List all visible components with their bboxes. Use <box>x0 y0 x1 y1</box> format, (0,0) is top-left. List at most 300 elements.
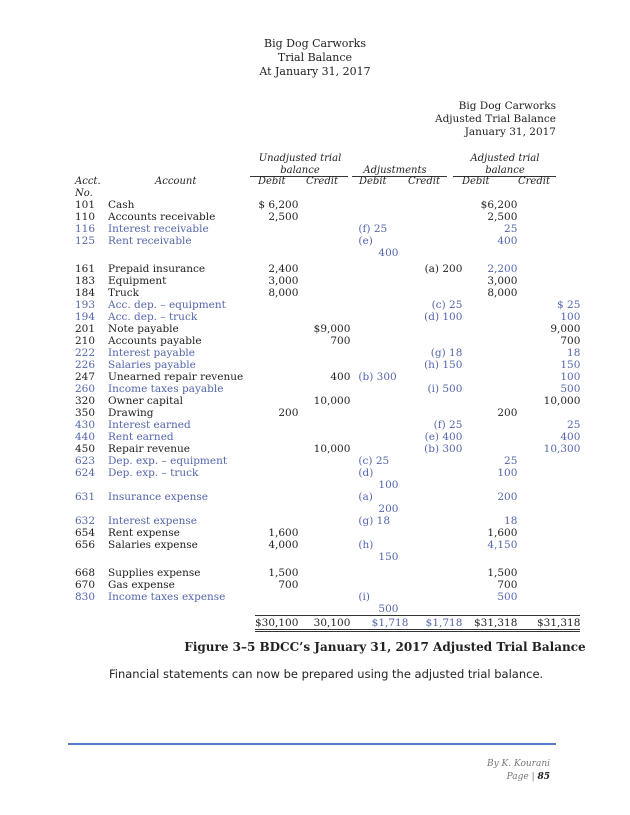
acct-number-value: 222 <box>75 347 96 359</box>
adjusted-credit <box>517 455 580 467</box>
table-row <box>75 275 580 287</box>
unadjusted-credit <box>298 335 350 347</box>
adjusted-debit <box>462 199 517 211</box>
adjustment-credit <box>408 323 462 335</box>
table-row <box>75 443 580 455</box>
adjusted-debit <box>462 567 517 579</box>
adjustment-debit-amount: 100 <box>378 479 399 491</box>
unadjusted-debit <box>255 371 298 383</box>
adjustment-credit-value: (f) 25 <box>433 419 463 431</box>
adjusted-credit <box>517 515 580 527</box>
footer-rule <box>68 743 556 745</box>
adjusted-credit <box>517 211 580 223</box>
unadjusted-debit-value: 4,000 <box>268 539 299 551</box>
adjustment-credit-value: (b) 300 <box>424 443 463 455</box>
acct-number <box>75 455 108 467</box>
acct-number <box>75 527 108 539</box>
unadjusted-credit <box>298 419 350 431</box>
adjusted-debit <box>462 539 517 563</box>
adjustment-credit <box>408 407 462 419</box>
col-unadj-credit: Credit <box>306 176 338 187</box>
account-name <box>108 311 255 323</box>
unadjusted-credit-value: 10,000 <box>313 395 351 407</box>
account-name <box>108 335 255 347</box>
unadjusted-credit <box>298 263 350 275</box>
adjustment-debit <box>350 287 408 299</box>
adjusted-debit-value: 500 <box>497 591 518 603</box>
col-account: Account <box>155 176 197 187</box>
unadjusted-credit <box>298 455 350 467</box>
adjusted-credit-value: 400 <box>560 431 581 443</box>
adjusted-credit <box>517 287 580 299</box>
adjusted-title: Adjusted Trial Balance <box>435 113 556 125</box>
adjustment-debit-value: (b) 300 <box>358 371 397 383</box>
account-name-value: Accounts receivable <box>108 211 216 223</box>
table-row <box>75 515 580 527</box>
adjusted-debit <box>462 527 517 539</box>
acct-number-value: 201 <box>75 323 96 335</box>
adjustment-credit <box>408 335 462 347</box>
adjusted-debit-value: 3,000 <box>487 275 518 287</box>
acct-number <box>75 491 108 515</box>
adjusted-debit-value: 2,500 <box>487 211 518 223</box>
account-name <box>108 395 255 407</box>
unadjusted-credit <box>298 407 350 419</box>
total-adjusted-debit <box>462 616 517 631</box>
acct-number-value: 631 <box>75 491 96 503</box>
adjustment-credit-value: (i) 500 <box>427 383 463 395</box>
adjusted-debit <box>462 263 517 275</box>
adjustment-debit <box>350 443 408 455</box>
acct-number-value: 260 <box>75 383 96 395</box>
unadjusted-credit-value: 700 <box>330 335 351 347</box>
adjustment-credit <box>408 383 462 395</box>
account-name <box>108 491 255 515</box>
adjustment-debit-value: (d) <box>358 467 374 479</box>
total-unadjusted-credit <box>298 616 350 631</box>
unadjusted-debit-value: 3,000 <box>268 275 299 287</box>
unadjusted-debit <box>255 419 298 431</box>
trial-balance-table <box>75 199 580 632</box>
adjustment-credit-value: (a) 200 <box>424 263 463 275</box>
adjusted-debit <box>462 383 517 395</box>
adjustment-credit <box>408 263 462 275</box>
unadjusted-credit <box>298 299 350 311</box>
unadjusted-debit <box>255 431 298 443</box>
col-adjusted-credit: Credit <box>518 176 550 187</box>
adjusted-debit-value: 25 <box>504 223 518 235</box>
unadjusted-credit <box>298 311 350 323</box>
acct-number <box>75 359 108 371</box>
unadjusted-credit <box>298 527 350 539</box>
adjustment-credit <box>408 371 462 383</box>
account-name <box>108 455 255 467</box>
adjusted-credit <box>517 443 580 455</box>
acct-number-value: 440 <box>75 431 96 443</box>
adjusted-debit-value: 25 <box>504 455 518 467</box>
adjusted-credit <box>517 419 580 431</box>
account-name-value: Drawing <box>108 407 154 419</box>
col-acct-no-line2: No. <box>75 188 93 199</box>
adjusted-credit-value: 700 <box>560 335 581 347</box>
unadjusted-debit <box>255 539 298 563</box>
adjustment-credit <box>408 491 462 515</box>
adjustment-debit <box>350 347 408 359</box>
table-row <box>75 539 580 563</box>
unadjusted-debit <box>255 591 298 616</box>
adjusted-debit <box>462 235 517 259</box>
acct-number-value: 670 <box>75 579 96 591</box>
acct-number <box>75 299 108 311</box>
unadjusted-debit <box>255 579 298 591</box>
table-row <box>75 491 580 515</box>
adjustment-debit <box>350 235 408 259</box>
adjustment-credit <box>408 311 462 323</box>
table-row <box>75 287 580 299</box>
unadjusted-credit <box>298 199 350 211</box>
adjustment-credit-value: (d) 100 <box>424 311 463 323</box>
acct-number <box>75 347 108 359</box>
acct-number <box>75 223 108 235</box>
summary-note: Financial statements can now be prepared using the adjusted trial balance. <box>109 667 544 681</box>
unadjusted-debit <box>255 263 298 275</box>
adjustment-debit <box>350 299 408 311</box>
adjusted-credit <box>517 347 580 359</box>
account-name <box>108 199 255 211</box>
adjustment-debit <box>350 199 408 211</box>
adjustment-credit <box>408 567 462 579</box>
total-adjustment-debit <box>350 616 408 631</box>
unadjusted-credit <box>298 223 350 235</box>
account-name-value: Equipment <box>108 275 167 287</box>
adjusted-credit <box>517 467 580 491</box>
unadjusted-debit <box>255 455 298 467</box>
adjusted-debit <box>462 275 517 287</box>
acct-number-value: 110 <box>75 211 96 223</box>
adjusted-debit-value: 200 <box>497 491 518 503</box>
table-row <box>75 467 580 491</box>
adjusted-credit <box>517 335 580 347</box>
account-name-value: Salaries expense <box>108 539 198 551</box>
adjusted-credit-value: 500 <box>560 383 581 395</box>
unadjusted-credit <box>298 443 350 455</box>
unadjusted-debit <box>255 235 298 259</box>
unadjusted-debit <box>255 335 298 347</box>
adjustment-credit-value: (g) 18 <box>430 347 463 359</box>
unadjusted-debit <box>255 311 298 323</box>
statement-title: Trial Balance <box>277 51 353 64</box>
unadjusted-credit <box>298 383 350 395</box>
account-name <box>108 419 255 431</box>
unadjusted-debit <box>255 383 298 395</box>
unadjusted-credit <box>298 347 350 359</box>
adjusted-debit-value: 400 <box>497 235 518 247</box>
adjustment-credit <box>408 591 462 616</box>
unadjusted-debit-value: 1,500 <box>268 567 299 579</box>
adjusted-debit <box>462 455 517 467</box>
group-unadjusted <box>250 153 350 177</box>
group-adjusted <box>455 153 555 177</box>
adjustment-debit-amount: 200 <box>378 503 399 515</box>
acct-number-value: 161 <box>75 263 96 275</box>
adjusted-debit <box>462 591 517 616</box>
adjustment-credit-value: (h) 150 <box>424 359 463 371</box>
account-name-value: Salaries payable <box>108 359 196 371</box>
adjustment-credit <box>408 287 462 299</box>
footer-page-label: Page <box>506 772 529 782</box>
adjustment-debit <box>350 491 408 515</box>
unadjusted-debit <box>255 359 298 371</box>
adjustment-debit-value: (e) <box>358 235 373 247</box>
acct-number-value: 623 <box>75 455 96 467</box>
unadjusted-credit-value: 10,000 <box>313 443 351 455</box>
acct-number-value: 210 <box>75 335 96 347</box>
adjustment-credit <box>408 419 462 431</box>
unadjusted-debit <box>255 467 298 491</box>
unadjusted-credit <box>298 491 350 515</box>
unadjusted-credit <box>298 591 350 616</box>
total-adjustment-credit-value: $1,718 <box>425 617 463 629</box>
account-name-value: Interest receivable <box>108 223 209 235</box>
acct-number-value: 350 <box>75 407 96 419</box>
unadjusted-credit <box>298 211 350 223</box>
adjusted-credit-value: 150 <box>560 359 581 371</box>
unadjusted-credit-value: $9,000 <box>313 323 351 335</box>
adjustment-debit <box>350 359 408 371</box>
acct-number-value: 632 <box>75 515 96 527</box>
adjusted-debit-value: 18 <box>504 515 518 527</box>
adjustment-debit <box>350 335 408 347</box>
table-row <box>75 299 580 311</box>
col-adj-credit: Credit <box>408 176 440 187</box>
unadjusted-credit <box>298 539 350 563</box>
adjusted-date: January 31, 2017 <box>464 126 556 138</box>
account-name <box>108 275 255 287</box>
adjustment-debit-amount: 400 <box>378 247 399 259</box>
account-name <box>108 347 255 359</box>
total-adjustment-debit-value: $1,718 <box>371 617 409 629</box>
adjusted-debit-value: 1,500 <box>487 567 518 579</box>
unadjusted-debit <box>255 211 298 223</box>
unadjusted-credit <box>298 323 350 335</box>
adjusted-debit <box>462 287 517 299</box>
adjusted-debit <box>462 223 517 235</box>
account-name-value: Acc. dep. – equipment <box>108 299 226 311</box>
table-row <box>75 371 580 383</box>
acct-number-value: 830 <box>75 591 96 603</box>
adjusted-credit-value: 10,000 <box>543 395 581 407</box>
adjusted-credit-value: 25 <box>567 419 581 431</box>
account-name <box>108 443 255 455</box>
acct-number-value: 668 <box>75 567 96 579</box>
adjusted-debit <box>462 211 517 223</box>
acct-number-value: 193 <box>75 299 96 311</box>
acct-number-value: 654 <box>75 527 96 539</box>
table-row <box>75 591 580 616</box>
figure-caption: Figure 3–5 BDCC’s January 31, 2017 Adjusted Trial Balance <box>184 640 586 654</box>
adjustment-debit <box>350 223 408 235</box>
total-adjusted-credit <box>517 616 580 631</box>
adjustment-credit <box>408 359 462 371</box>
adjustment-credit <box>408 275 462 287</box>
adjustment-credit <box>408 235 462 259</box>
account-name-value: Repair revenue <box>108 443 190 455</box>
acct-number-value: 194 <box>75 311 96 323</box>
unadjusted-credit <box>298 395 350 407</box>
footer-page-number: 85 <box>537 772 550 782</box>
total-adjustment-credit <box>408 616 462 631</box>
acct-number <box>75 287 108 299</box>
adjustment-debit <box>350 539 408 563</box>
adjusted-credit <box>517 383 580 395</box>
adjusted-credit <box>517 275 580 287</box>
adjusted-debit <box>462 359 517 371</box>
adjustment-debit <box>350 383 408 395</box>
unadjusted-debit <box>255 299 298 311</box>
account-name <box>108 527 255 539</box>
account-name-value: Rent earned <box>108 431 174 443</box>
account-name <box>108 299 255 311</box>
unadjusted-debit <box>255 395 298 407</box>
adjusted-credit <box>517 263 580 275</box>
adjusted-debit <box>462 335 517 347</box>
adjustment-credit <box>408 347 462 359</box>
account-name-value: Acc. dep. – truck <box>108 311 198 323</box>
unadjusted-debit <box>255 491 298 515</box>
adjustment-debit-value: (i) <box>358 591 370 603</box>
account-name <box>108 431 255 443</box>
acct-number <box>75 431 108 443</box>
adjustment-credit <box>408 431 462 443</box>
table-row <box>75 323 580 335</box>
adjusted-credit <box>517 567 580 579</box>
total-adjusted-debit-value: $31,318 <box>474 617 518 629</box>
adjustment-debit <box>350 419 408 431</box>
adjustment-credit <box>408 299 462 311</box>
account-name-value: Accounts payable <box>108 335 202 347</box>
account-name <box>108 579 255 591</box>
table-row <box>75 431 580 443</box>
acct-number <box>75 407 108 419</box>
account-name <box>108 223 255 235</box>
account-name-value: Note payable <box>108 323 179 335</box>
adjusted-debit <box>462 419 517 431</box>
acct-number <box>75 263 108 275</box>
adjusted-debit-value: $6,200 <box>480 199 518 211</box>
adjustment-credit <box>408 579 462 591</box>
table-row <box>75 263 580 275</box>
adjustment-credit <box>408 199 462 211</box>
adjusted-credit <box>517 539 580 563</box>
adjustment-debit-value: (a) <box>358 491 373 503</box>
unadjusted-debit-value: 200 <box>278 407 299 419</box>
adjusted-debit-value: 2,200 <box>487 263 518 275</box>
acct-number-value: 450 <box>75 443 96 455</box>
adjustment-debit <box>350 263 408 275</box>
adjusted-debit-value: 700 <box>497 579 518 591</box>
adjusted-credit <box>517 395 580 407</box>
adjusted-debit-value: 1,600 <box>487 527 518 539</box>
account-name <box>108 287 255 299</box>
unadjusted-credit <box>298 515 350 527</box>
footer-page: Page | 85 <box>506 772 550 782</box>
col-adj-debit: Debit <box>359 176 387 187</box>
adjusted-debit <box>462 431 517 443</box>
adjusted-debit <box>462 491 517 515</box>
adjustment-debit <box>350 323 408 335</box>
adjusted-credit <box>517 311 580 323</box>
acct-number-value: 247 <box>75 371 96 383</box>
total-adjusted-credit-value: $31,318 <box>537 617 581 629</box>
table-row <box>75 407 580 419</box>
col-acct-no-line1: Acct. <box>75 176 101 187</box>
account-name-value: Owner capital <box>108 395 183 407</box>
adjustment-credit <box>408 539 462 563</box>
account-name <box>108 515 255 527</box>
acct-number <box>75 211 108 223</box>
unadjusted-debit-value: 8,000 <box>268 287 299 299</box>
adjustment-debit-value: (f) 25 <box>358 223 388 235</box>
adjustment-credit-value: (e) 400 <box>424 431 463 443</box>
acct-number <box>75 383 108 395</box>
adjustment-credit <box>408 223 462 235</box>
company-name: Big Dog Carworks <box>264 37 366 50</box>
adjustment-debit-amount: 500 <box>378 603 399 615</box>
unadjusted-debit-value: 1,600 <box>268 527 299 539</box>
adjustment-debit <box>350 591 408 616</box>
acct-number <box>75 467 108 491</box>
adjustment-credit <box>408 527 462 539</box>
adjustment-debit <box>350 579 408 591</box>
acct-number <box>75 275 108 287</box>
adjusted-credit-value: $ 25 <box>557 299 581 311</box>
account-name-value: Interest earned <box>108 419 191 431</box>
adjusted-debit <box>462 515 517 527</box>
acct-number-value: 125 <box>75 235 96 247</box>
col-acct-no <box>75 176 101 200</box>
adjusted-debit <box>462 579 517 591</box>
acct-number <box>75 395 108 407</box>
adjusted-credit <box>517 235 580 259</box>
unadjusted-credit <box>298 579 350 591</box>
adjusted-credit <box>517 371 580 383</box>
unadjusted-credit <box>298 235 350 259</box>
adjusted-credit-value: 9,000 <box>550 323 581 335</box>
unadjusted-debit <box>255 275 298 287</box>
table-row <box>75 311 580 323</box>
acct-number <box>75 199 108 211</box>
adjusted-credit <box>517 299 580 311</box>
adjustment-debit <box>350 455 408 467</box>
group-adjusted-line1: Adjusted trial <box>470 153 540 164</box>
total-unadjusted-credit-value: 30,100 <box>313 617 351 629</box>
adjustment-debit <box>350 211 408 223</box>
adjusted-header <box>435 100 556 139</box>
total-unadjusted-debit-value: $30,100 <box>255 617 299 629</box>
adjusted-debit <box>462 371 517 383</box>
account-name-value: Cash <box>108 199 135 211</box>
adjusted-debit-value: 4,150 <box>487 539 518 551</box>
account-name <box>108 323 255 335</box>
unadjusted-debit <box>255 527 298 539</box>
account-name <box>108 567 255 579</box>
account-name-value: Truck <box>108 287 140 299</box>
adjustment-credit <box>408 515 462 527</box>
adjusted-debit <box>462 311 517 323</box>
unadjusted-debit-value: 2,500 <box>268 211 299 223</box>
unadjusted-debit <box>255 567 298 579</box>
adjusted-company-name: Big Dog Carworks <box>458 100 556 112</box>
